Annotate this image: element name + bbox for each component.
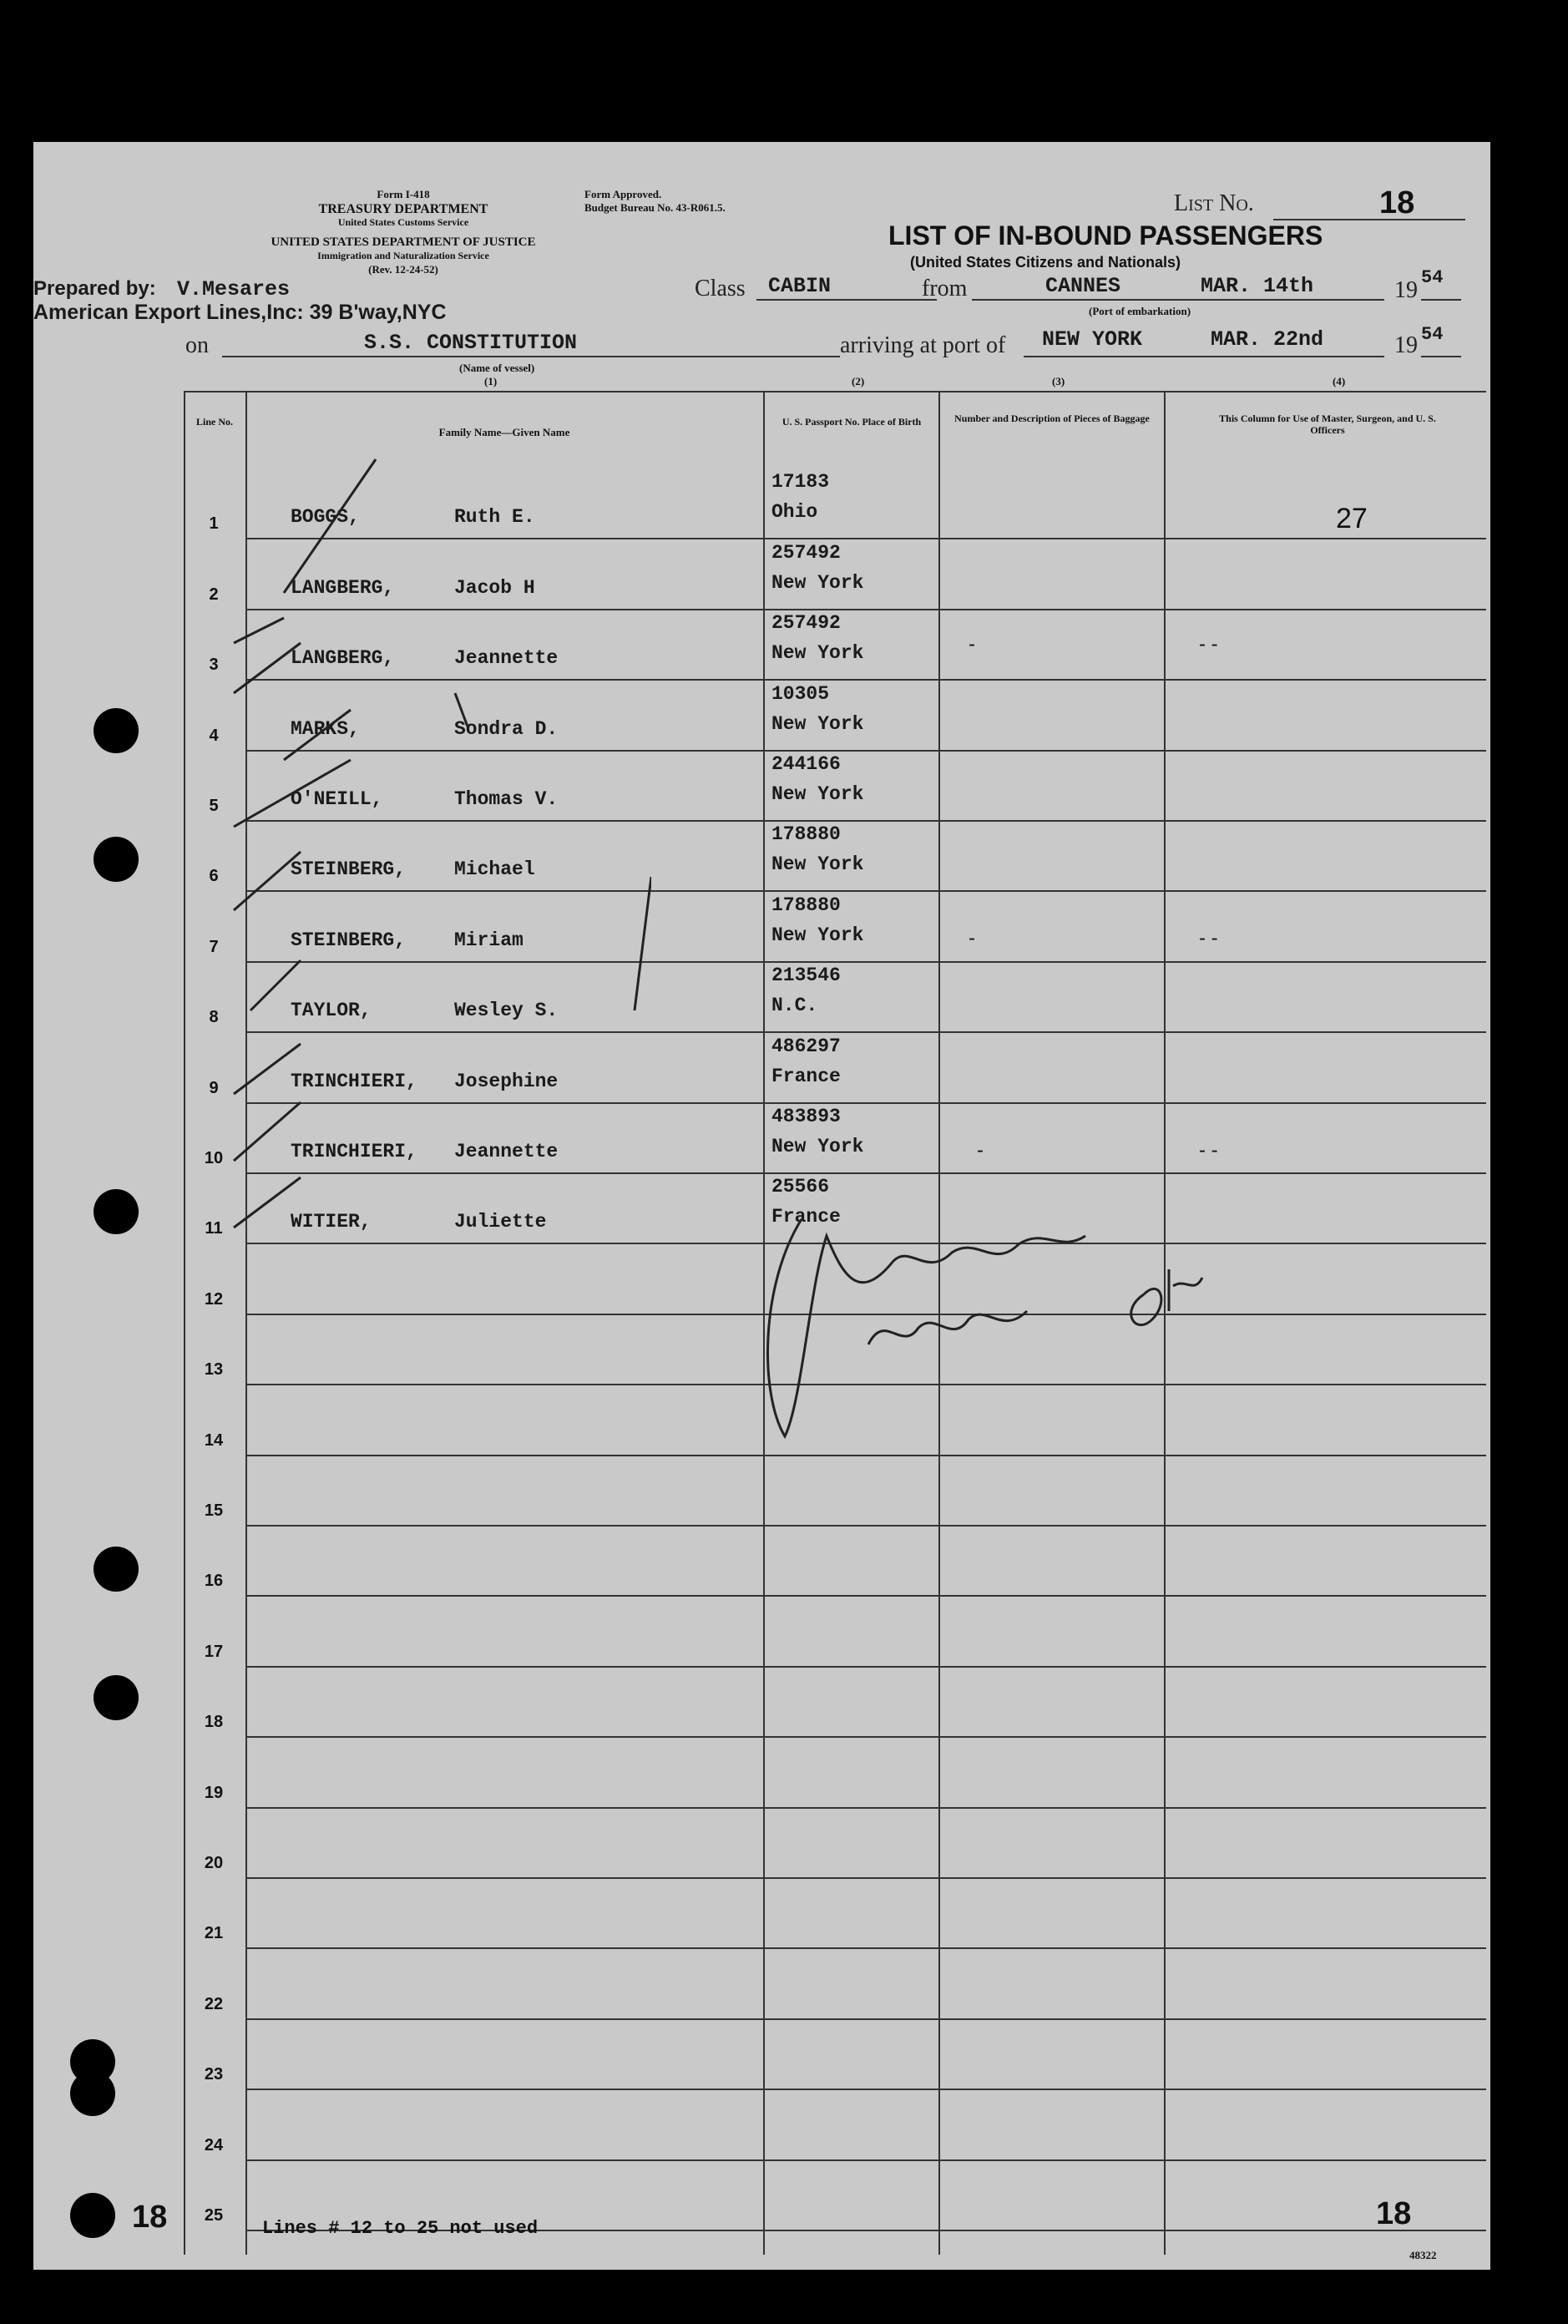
- arriving-label: arriving at port of: [840, 332, 1006, 358]
- family-name: TAYLOR,: [291, 1000, 372, 1022]
- punch-hole: [94, 1675, 139, 1720]
- form-id: Form I-418: [377, 188, 430, 200]
- line-number: 3: [209, 656, 219, 675]
- given-name: Jeannette: [454, 647, 559, 670]
- family-name: STEINBERG,: [291, 929, 407, 951]
- line-number: 14: [204, 1430, 224, 1450]
- col-number-3: (3): [1052, 375, 1065, 387]
- passport-number: 25566: [771, 1176, 830, 1198]
- given-name: Josephine: [454, 1070, 559, 1092]
- from-label: from: [922, 276, 968, 301]
- given-name: Thomas V.: [454, 788, 559, 810]
- vessel-name: S.S. CONSTITUTION: [364, 331, 578, 355]
- page-subtitle: (United States Citizens and Nationals): [910, 254, 1181, 271]
- row-rule: [245, 1455, 1486, 1456]
- punch-hole: [70, 2193, 115, 2238]
- class-underline: [756, 299, 937, 301]
- row-rule: [245, 1947, 1486, 1949]
- footer-list-left: 18: [132, 2200, 168, 2235]
- from-value: CANNES: [1045, 274, 1121, 298]
- list-no-value: 18: [1379, 185, 1415, 220]
- line-number: 18: [204, 1713, 224, 1732]
- line-number: 20: [204, 1854, 224, 1872]
- class-label: Class: [695, 276, 746, 301]
- line-number: 10: [204, 1149, 224, 1167]
- place-of-birth: France: [771, 1206, 841, 1228]
- place-of-birth: New York: [771, 571, 864, 594]
- family-name: LANGBERG,: [291, 576, 395, 599]
- place-of-birth: New York: [771, 783, 864, 805]
- place-of-birth: France: [771, 1065, 841, 1087]
- officer-dash: -: [977, 1139, 984, 1162]
- manifest-sheet: [33, 142, 1490, 2270]
- list-no-label: List No.: [1174, 190, 1254, 216]
- given-name: Ruth E.: [454, 506, 535, 529]
- family-name: WITIER,: [291, 1211, 372, 1233]
- punch-hole: [94, 837, 139, 882]
- year-prefix-2: 19: [1394, 332, 1418, 358]
- given-name: Michael: [454, 858, 535, 881]
- passport-number: 486297: [771, 1035, 841, 1057]
- prepared-by-label: Prepared by:: [33, 277, 156, 300]
- row-rule: [245, 1736, 1486, 1738]
- embark-date: MAR. 14th: [1201, 274, 1314, 298]
- arrival-underline: [1024, 356, 1384, 357]
- family-name: MARKS,: [291, 717, 360, 740]
- line-number: 16: [204, 1572, 224, 1591]
- line-number: 6: [209, 867, 219, 886]
- passport-number: 244166: [771, 753, 841, 775]
- budget-bureau: Budget Bureau No. 43-R061.5.: [584, 201, 726, 214]
- place-of-birth: Ohio: [771, 501, 818, 524]
- year-prefix: 19: [1394, 277, 1418, 303]
- given-name: Miriam: [454, 929, 524, 951]
- line-number: 11: [205, 1219, 223, 1238]
- header-name: Family Name—Given Name: [438, 426, 570, 438]
- given-name: Sondra D.: [454, 717, 559, 740]
- given-name: Jeannette: [454, 1141, 559, 1162]
- row-rule: [245, 1525, 1486, 1527]
- customs-service: United States Customs Service: [337, 216, 469, 228]
- place-of-birth: New York: [771, 853, 864, 876]
- header-baggage: Number and Description of Pieces of Baggage: [954, 413, 1150, 424]
- passport-number: 17183: [771, 471, 830, 494]
- on-label: on: [185, 332, 209, 358]
- col-number-4: (4): [1333, 375, 1346, 387]
- line-number: 13: [204, 1360, 224, 1380]
- row-rule: [245, 1807, 1486, 1809]
- line-number: 5: [209, 797, 219, 815]
- form-approved: Form Approved.: [584, 188, 662, 200]
- given-name: Jacob H: [454, 576, 535, 599]
- family-name: TRINCHIERI,: [291, 1141, 417, 1162]
- punch-hole: [94, 708, 139, 753]
- given-name: Wesley S.: [454, 1000, 559, 1022]
- class-value: CABIN: [768, 274, 832, 298]
- row-rule: [245, 1666, 1486, 1668]
- arrival-port: NEW YORK: [1042, 327, 1143, 352]
- officer-dash: -: [969, 633, 975, 656]
- table-top-rule: [184, 391, 1486, 392]
- row-rule: [245, 2089, 1486, 2090]
- punch-hole: [94, 1547, 139, 1592]
- passport-number: 213546: [771, 965, 841, 987]
- col-number-1: (1): [484, 375, 498, 387]
- footer-list-right: 18: [1376, 2196, 1412, 2231]
- officer-dash: - -: [1199, 633, 1218, 656]
- line-number: 9: [209, 1078, 219, 1097]
- family-name: TRINCHIERI,: [291, 1070, 417, 1092]
- justice-dept: UNITED STATES DEPARTMENT OF JUSTICE: [271, 235, 536, 249]
- company-line: American Export Lines,Inc: 39 B'way,NYC: [33, 301, 447, 324]
- officer-dash: -: [969, 927, 975, 949]
- arrival-date: MAR. 22nd: [1211, 327, 1324, 352]
- vessel-underline: [222, 356, 840, 357]
- officer-dash: - -: [1199, 1139, 1218, 1162]
- family-name: LANGBERG,: [291, 647, 395, 670]
- officer-dash: - -: [1199, 927, 1218, 949]
- ins-label: Immigration and Naturalization Service: [317, 250, 489, 261]
- passport-number: 483893: [771, 1106, 841, 1127]
- passport-number: 257492: [771, 612, 841, 635]
- line-number: 2: [209, 585, 219, 604]
- vessel-label: (Name of vessel): [459, 362, 535, 374]
- page-title: LIST OF IN-BOUND PASSENGERS: [888, 220, 1323, 251]
- line-number: 7: [209, 937, 219, 956]
- passport-number: 178880: [771, 823, 841, 846]
- year-suffix-2: 54: [1421, 324, 1444, 345]
- place-of-birth: New York: [771, 642, 864, 665]
- line-number: 19: [204, 1783, 224, 1802]
- place-of-birth: New York: [771, 712, 864, 735]
- row-rule: [245, 1595, 1486, 1597]
- line-number: 1: [209, 514, 219, 534]
- line-number: 22: [204, 1994, 224, 2013]
- treasury-dept: TREASURY DEPARTMENT: [318, 202, 488, 216]
- family-name: BOGGS,: [291, 506, 360, 529]
- row-rule: [245, 2159, 1486, 2161]
- signature: [751, 1186, 1219, 1453]
- place-of-birth: New York: [771, 1136, 864, 1157]
- header-officers: This Column for Use of Master, Surgeon, and U. S. Officers: [1219, 413, 1436, 437]
- place-of-birth: New York: [771, 924, 864, 946]
- line-number: 24: [204, 2135, 224, 2154]
- place-of-birth: N.C.: [771, 995, 818, 1017]
- officer-annotation: 27: [1336, 503, 1368, 534]
- row-rule: [245, 2018, 1486, 2020]
- line-number: 23: [204, 2065, 224, 2084]
- passport-number: 178880: [771, 894, 841, 916]
- check-marks: [184, 443, 651, 1411]
- family-name: O'NEILL,: [291, 788, 383, 810]
- given-name: Juliette: [454, 1211, 547, 1233]
- rev-date: (Rev. 12-24-52): [368, 263, 438, 276]
- passport-number: 257492: [771, 541, 841, 564]
- line-number: 12: [204, 1289, 224, 1309]
- prepared-by-value: V.Mesares: [177, 277, 291, 301]
- year-underline-2: [1421, 356, 1461, 357]
- line-number: 15: [204, 1501, 224, 1520]
- line-number: 17: [204, 1642, 224, 1661]
- line-number: 21: [204, 1924, 224, 1943]
- year-underline: [1421, 299, 1461, 301]
- punch-hole: [94, 1189, 139, 1234]
- footer-code: 48322: [1409, 2249, 1437, 2261]
- from-underline: [972, 299, 1384, 301]
- family-name: STEINBERG,: [291, 858, 407, 881]
- line-number: 25: [204, 2206, 224, 2225]
- col-number-2: (2): [852, 375, 865, 387]
- line-number: 8: [209, 1008, 219, 1027]
- line-number: 4: [209, 726, 219, 745]
- port-embark-label: (Port of embarkation): [1089, 305, 1191, 317]
- header-line-no: Line No.: [195, 416, 233, 428]
- row-rule: [245, 1877, 1486, 1879]
- passport-number: 10305: [771, 682, 830, 705]
- header-passport: U. S. Passport No. Place of Birth: [781, 416, 922, 428]
- year-suffix: 54: [1421, 267, 1444, 288]
- lines-not-used-note: Lines # 12 to 25 not used: [262, 2218, 539, 2239]
- punch-hole: [70, 2071, 115, 2116]
